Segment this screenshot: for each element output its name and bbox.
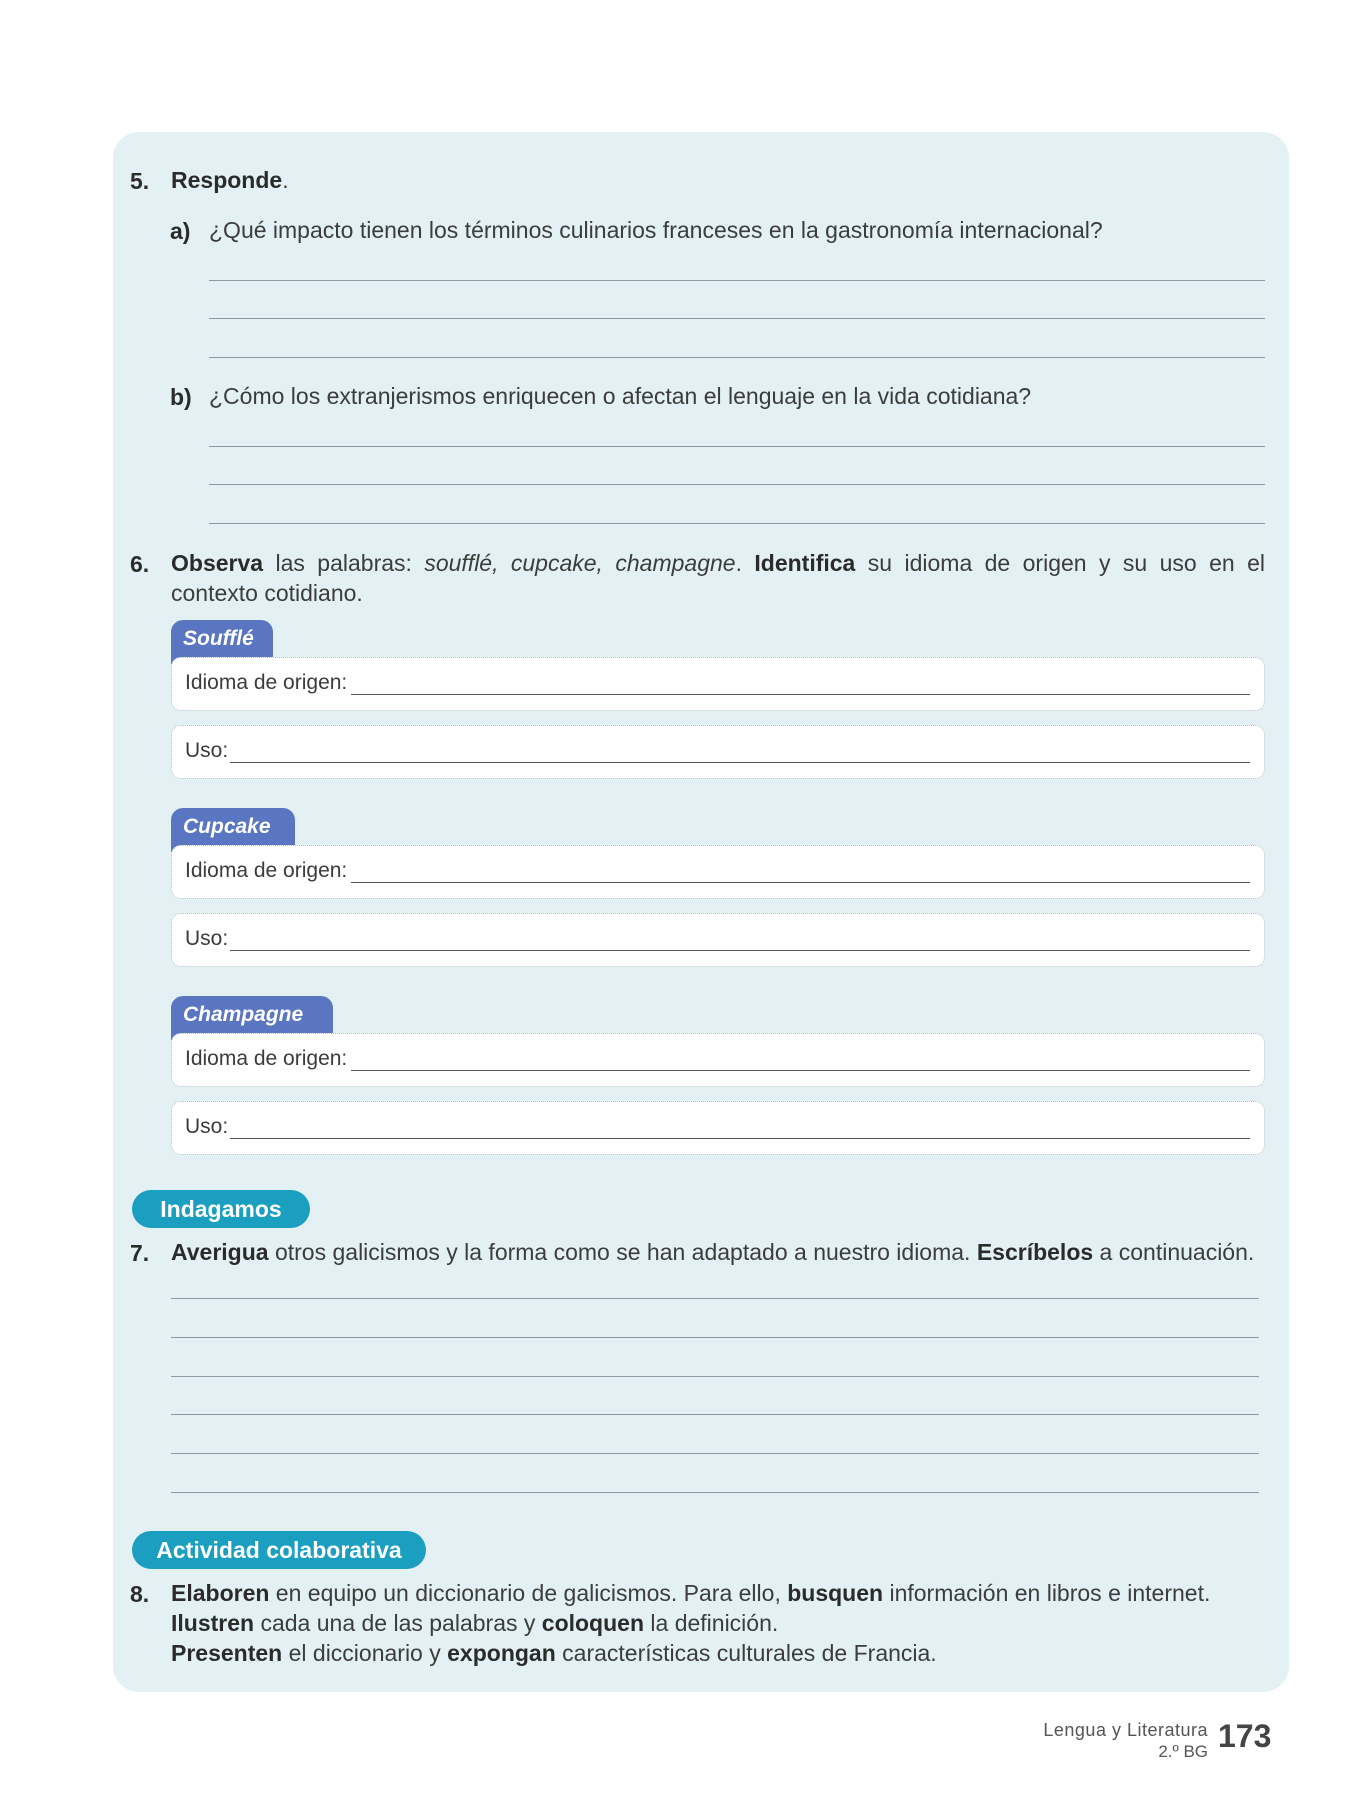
q6-verb-observa: Observa bbox=[171, 550, 264, 576]
q8-verb-coloquen: coloquen bbox=[541, 1610, 645, 1636]
q6-instruction bbox=[171, 548, 1265, 608]
q8-text-4: la definición. bbox=[644, 1610, 779, 1636]
q6-text-3: su idioma de origen y su uso en el contexto cotidiano. bbox=[171, 550, 1265, 606]
q8-text-3: cada una de las palabras y bbox=[254, 1610, 542, 1636]
q8-number: 8. bbox=[130, 1581, 150, 1607]
q5-instruction bbox=[171, 165, 289, 195]
champagne-use-field[interactable] bbox=[171, 1101, 1265, 1155]
q8-verb-ilustren: Ilustren bbox=[171, 1610, 255, 1636]
q8-text-5: el diccionario y bbox=[282, 1640, 448, 1666]
q5a-label: a) bbox=[170, 218, 191, 244]
q6-number: 6. bbox=[130, 551, 150, 577]
q8-instruction bbox=[171, 1578, 1271, 1668]
answer-line[interactable] bbox=[171, 1298, 1259, 1299]
q5-period: . bbox=[282, 167, 289, 193]
cupcake-use-field[interactable] bbox=[171, 913, 1265, 967]
card-tab-champagne: Champagne bbox=[171, 996, 333, 1040]
answer-line[interactable] bbox=[209, 318, 1265, 319]
origin-label: Idioma de origen: bbox=[185, 671, 348, 694]
q5b-text: ¿Cómo los extranjerismos enriquecen o afectan el lenguaje en la vida cotidiana? bbox=[209, 383, 1032, 409]
answer-line[interactable] bbox=[171, 1453, 1259, 1454]
q8-verb-elaboren: Elaboren bbox=[171, 1580, 270, 1606]
q6-words: soufflé, cupcake, champagne bbox=[424, 550, 736, 576]
q7-verb-averigua: Averigua bbox=[171, 1239, 269, 1265]
section-badge-actividad-colaborativa: Actividad colaborativa bbox=[132, 1531, 426, 1569]
use-label: Uso: bbox=[185, 739, 229, 762]
answer-line[interactable] bbox=[209, 280, 1265, 281]
q5a-text: ¿Qué impacto tienen los términos culinarios franceses en la gastronomía internacional? bbox=[209, 217, 1103, 243]
answer-line[interactable] bbox=[209, 357, 1265, 358]
origin-label: Idioma de origen: bbox=[185, 859, 348, 882]
section-badge-indagamos: Indagamos bbox=[132, 1190, 310, 1228]
answer-line[interactable] bbox=[171, 1414, 1259, 1415]
page-number: 173 bbox=[1218, 1718, 1272, 1754]
use-label: Uso: bbox=[185, 1115, 229, 1138]
champagne-origin-field[interactable] bbox=[171, 1033, 1265, 1087]
q7-text-1: otros galicismos y la forma como se han adaptado a nuestro idioma. bbox=[268, 1239, 977, 1265]
q6-verb-identifica: Identifica bbox=[754, 550, 856, 576]
q5-number: 5. bbox=[130, 168, 150, 194]
answer-line[interactable] bbox=[171, 1492, 1259, 1493]
footer-grade: 2.º BG bbox=[1158, 1742, 1208, 1761]
answer-line[interactable] bbox=[230, 762, 1250, 763]
q5-title: Responde bbox=[171, 167, 283, 193]
activity-panel bbox=[113, 132, 1289, 1692]
q7-instruction bbox=[171, 1237, 1254, 1267]
q7-number: 7. bbox=[130, 1240, 150, 1266]
q8-text-2: información en libros e internet. bbox=[883, 1580, 1211, 1606]
answer-line[interactable] bbox=[209, 484, 1265, 485]
answer-line[interactable] bbox=[351, 882, 1250, 883]
q8-verb-busquen: busquen bbox=[787, 1580, 884, 1606]
q7-text-2: a continuación. bbox=[1093, 1239, 1255, 1265]
q5b-label: b) bbox=[170, 384, 192, 410]
q6-text-1: las palabras: bbox=[263, 550, 425, 576]
use-label: Uso: bbox=[185, 927, 229, 950]
q7-verb-escribelos: Escríbelos bbox=[976, 1239, 1094, 1265]
souffle-use-field[interactable] bbox=[171, 725, 1265, 779]
answer-line[interactable] bbox=[351, 1070, 1250, 1071]
q8-verb-expongan: expongan bbox=[447, 1640, 556, 1666]
q6-text-2: . bbox=[735, 550, 755, 576]
footer-subject: Lengua y Literatura bbox=[1043, 1720, 1208, 1740]
souffle-origin-field[interactable] bbox=[171, 657, 1265, 711]
card-tab-cupcake: Cupcake bbox=[171, 808, 295, 852]
q8-text-1: en equipo un diccionario de galicismos. Para ello, bbox=[269, 1580, 788, 1606]
cupcake-origin-field[interactable] bbox=[171, 845, 1265, 899]
answer-line[interactable] bbox=[351, 694, 1250, 695]
card-tab-souffle: Soufflé bbox=[171, 620, 273, 664]
q8-text-6: características culturales de Francia. bbox=[555, 1640, 937, 1666]
answer-line[interactable] bbox=[171, 1337, 1259, 1338]
answer-line[interactable] bbox=[209, 523, 1265, 524]
answer-line[interactable] bbox=[230, 1138, 1250, 1139]
answer-line[interactable] bbox=[230, 950, 1250, 951]
q8-verb-presenten: Presenten bbox=[171, 1640, 283, 1666]
answer-line[interactable] bbox=[171, 1376, 1259, 1377]
answer-line[interactable] bbox=[209, 446, 1265, 447]
origin-label: Idioma de origen: bbox=[185, 1047, 348, 1070]
